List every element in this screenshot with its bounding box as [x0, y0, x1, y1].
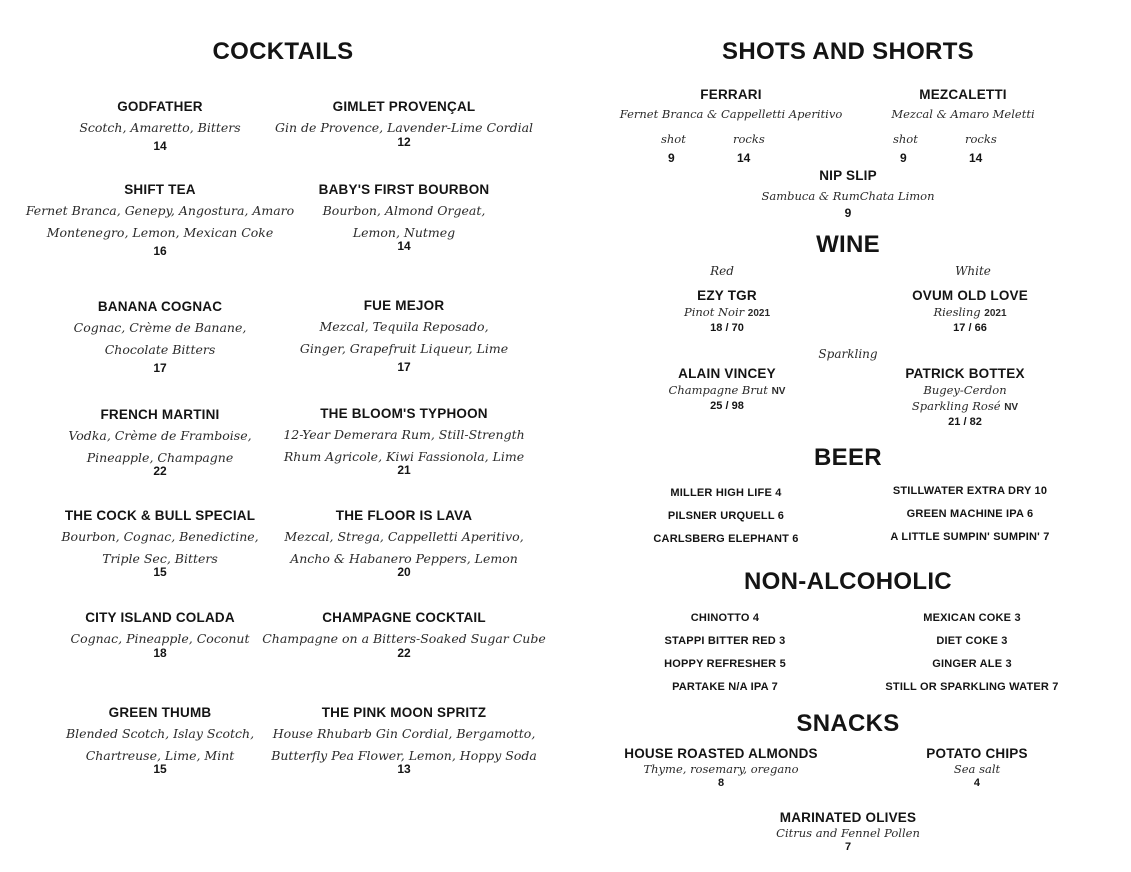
- cocktail-item: [283, 406, 524, 477]
- cocktail-price: 22: [397, 646, 411, 660]
- wine-desc: Champagne Brut NV: [668, 383, 786, 397]
- rocks-label: rocks: [733, 132, 765, 146]
- wine-desc: Bugey-Cerdon: [923, 383, 1007, 397]
- cocktail-desc: Scotch, Amaretto, Bitters: [79, 120, 241, 135]
- cocktail-desc: House Rhubarb Gin Cordial, Bergamotto, Butterfly Pea Flower, Lemon, Hoppy Soda: [271, 726, 537, 763]
- wine-item: [905, 366, 1024, 428]
- cocktail-price: 15: [153, 565, 167, 579]
- snack-item: [776, 810, 920, 853]
- beer-item: A LITTLE SUMPIN' SUMPIN' 7: [890, 531, 1050, 543]
- cocktail-name: THE BLOOM'S TYPHOON: [320, 406, 488, 421]
- wine-price: 17 / 66: [953, 322, 987, 334]
- shot-desc: Fernet Branca & Cappelletti Aperitivo: [619, 107, 843, 121]
- wine-vintage: NV: [1004, 402, 1019, 413]
- snack-name: MARINATED OLIVES: [779, 810, 917, 825]
- wine-price: 25 / 98: [710, 400, 744, 412]
- cocktail-name: FRENCH MARTINI: [100, 407, 220, 422]
- nonalc-item: PARTAKE N/A IPA 7: [672, 681, 778, 693]
- beer-item: PILSNER URQUELL 6: [667, 510, 785, 522]
- cocktail-name: CITY ISLAND COLADA: [85, 610, 235, 625]
- shots-heading: SHOTS AND SHORTS: [722, 38, 974, 65]
- cocktail-name: BANANA COGNAC: [97, 299, 223, 314]
- cocktail-name: SHIFT TEA: [124, 182, 196, 197]
- cocktail-price: 17: [397, 360, 411, 374]
- wine-item: [684, 288, 770, 334]
- nonalc-item: MEXICAN COKE 3: [923, 612, 1021, 624]
- cocktail-name: FUE MEJOR: [363, 298, 445, 313]
- shot-label: shot: [661, 132, 686, 146]
- cocktail-price: 20: [397, 565, 411, 579]
- cocktail-price: 22: [153, 464, 167, 478]
- cocktail-price: 15: [153, 762, 167, 776]
- cocktail-item: [66, 705, 254, 776]
- cocktail-item: [71, 610, 250, 660]
- wine-heading: WINE: [816, 231, 880, 258]
- cocktail-desc: Fernet Branca, Genepy, Angostura, Amaro Montenegro, Lemon, Mexican Coke: [25, 203, 295, 240]
- nonalc-item: DIET COKE 3: [936, 635, 1008, 647]
- cocktail-desc: Cognac, Pineapple, Coconut: [70, 631, 250, 646]
- cocktail-name: THE FLOOR IS LAVA: [335, 508, 473, 523]
- wine-name: ALAIN VINCEY: [678, 366, 776, 381]
- wine-name: OVUM OLD LOVE: [912, 288, 1028, 303]
- cocktail-desc: Blended Scotch, Islay Scotch, Chartreuse, Lime, Mint: [65, 726, 255, 763]
- snack-desc: Thyme, rosemary, oregano: [643, 762, 799, 776]
- shot-item: [762, 168, 935, 220]
- snack-desc: Citrus and Fennel Pollen: [776, 826, 920, 840]
- shot-price: 9: [844, 206, 852, 220]
- beer-item: CARLSBERG ELEPHANT 6: [653, 533, 799, 545]
- cocktail-desc: Mezcal, Strega, Cappelletti Aperitivo, Ancho & Habanero Peppers, Lemon: [284, 529, 524, 566]
- shot-price: 9: [668, 151, 675, 165]
- shot-name: MEZCALETTI: [919, 87, 1007, 102]
- wine-vintage: 2021: [747, 308, 771, 319]
- shot-item: [848, 87, 1078, 165]
- cocktail-name: GIMLET PROVENÇAL: [332, 99, 476, 114]
- shot-item: [616, 87, 846, 165]
- wine-desc: Riesling 2021: [933, 305, 1007, 319]
- cocktail-name: GREEN THUMB: [108, 705, 212, 720]
- snack-item: [926, 746, 1027, 789]
- rocks-label: rocks: [965, 132, 997, 146]
- cocktail-price: 21: [397, 463, 411, 477]
- snack-name: HOUSE ROASTED ALMONDS: [624, 746, 818, 761]
- snack-price: 7: [844, 841, 852, 853]
- cocktail-price: 17: [153, 361, 167, 375]
- snack-price: 4: [973, 777, 981, 789]
- cocktail-item: [300, 298, 508, 374]
- wine-price: 18 / 70: [710, 322, 744, 334]
- wine-item: [669, 366, 786, 412]
- cocktail-price: 13: [397, 762, 411, 776]
- snacks-heading: SNACKS: [796, 710, 900, 737]
- wine-desc: Pinot Noir 2021: [683, 305, 771, 319]
- cocktail-desc: Bourbon, Almond Orgeat, Lemon, Nutmeg: [322, 203, 486, 240]
- wine-name: EZY TGR: [697, 288, 757, 303]
- nonalc-item: STAPPI BITTER RED 3: [664, 635, 786, 647]
- beer-item: MILLER HIGH LIFE 4: [670, 487, 782, 499]
- cocktail-item: [271, 705, 537, 776]
- cocktail-item: [68, 407, 251, 478]
- cocktail-item: [275, 99, 533, 149]
- cocktail-price: 14: [153, 139, 167, 153]
- cocktail-item: [61, 508, 258, 579]
- cocktail-name: THE COCK & BULL SPECIAL: [64, 508, 256, 523]
- wine-vintage: 2021: [984, 308, 1007, 319]
- cocktail-name: CHAMPAGNE COCKTAIL: [322, 610, 486, 625]
- shot-desc: Sambuca & RumChata Limon: [761, 189, 935, 203]
- cocktail-price: 16: [153, 244, 167, 258]
- nonalc-item: GINGER ALE 3: [932, 658, 1012, 670]
- shot-name: NIP SLIP: [819, 168, 877, 183]
- cocktail-desc: Vodka, Crème de Framboise, Pineapple, Champagne: [68, 428, 252, 465]
- rocks-price: 14: [969, 151, 983, 165]
- cocktail-item: [26, 182, 294, 258]
- nonalc-item: CHINOTTO 4: [690, 612, 760, 624]
- wine-red-label: Red: [710, 264, 734, 278]
- wine-sparkling-label: Sparkling: [818, 347, 878, 361]
- beer-heading: BEER: [814, 444, 882, 471]
- nonalc-item: HOPPY REFRESHER 5: [664, 658, 786, 670]
- nonalc-item: STILL OR SPARKLING WATER 7: [885, 681, 1059, 693]
- cocktail-name: THE PINK MOON SPRITZ: [321, 705, 487, 720]
- cocktail-price: 14: [397, 239, 411, 253]
- shot-label: shot: [893, 132, 918, 146]
- cocktail-name: GODFATHER: [117, 99, 203, 114]
- cocktail-item: [74, 299, 247, 375]
- snack-item: [624, 746, 817, 789]
- wine-price: 21 / 82: [948, 416, 982, 428]
- wine-desc-2: Sparkling Rosé NV: [911, 399, 1019, 413]
- cocktail-desc: 12-Year Demerara Rum, Still-Strength Rhum Agricole, Kiwi Fassionola, Lime: [283, 427, 525, 464]
- shot-desc: Mezcal & Amaro Meletti: [891, 107, 1035, 121]
- cocktail-desc: Champagne on a Bitters-Soaked Sugar Cube: [262, 631, 546, 646]
- cocktail-name: BABY'S FIRST BOURBON: [318, 182, 490, 197]
- snack-name: POTATO CHIPS: [926, 746, 1028, 761]
- cocktail-desc: Bourbon, Cognac, Benedictine, Triple Sec, Bitters: [61, 529, 259, 566]
- cocktail-item: [79, 99, 240, 153]
- cocktail-price: 18: [153, 646, 167, 660]
- rocks-price: 14: [737, 151, 751, 165]
- shot-price: 9: [900, 151, 907, 165]
- cocktail-desc: Cognac, Crème de Banane, Chocolate Bitters: [73, 320, 247, 357]
- wine-item: [912, 288, 1028, 334]
- nonalc-heading: NON-ALCOHOLIC: [744, 568, 952, 595]
- cocktail-item: [319, 182, 490, 253]
- beer-item: STILLWATER EXTRA DRY 10: [892, 485, 1048, 497]
- cocktail-item: [284, 508, 523, 579]
- wine-vintage: NV: [771, 386, 786, 397]
- wine-white-label: White: [955, 264, 991, 278]
- cocktail-desc: Mezcal, Tequila Reposado, Ginger, Grapefruit Liqueur, Lime: [299, 319, 509, 356]
- beer-item: GREEN MACHINE IPA 6: [906, 508, 1034, 520]
- shot-name: FERRARI: [700, 87, 762, 102]
- cocktail-item: [262, 610, 546, 660]
- cocktails-heading: COCKTAILS: [212, 38, 354, 65]
- snack-price: 8: [717, 777, 725, 789]
- cocktail-desc: Gin de Provence, Lavender-Lime Cordial: [274, 120, 534, 135]
- wine-name: PATRICK BOTTEX: [905, 366, 1025, 381]
- snack-desc: Sea salt: [953, 762, 1001, 776]
- cocktail-price: 12: [397, 135, 411, 149]
